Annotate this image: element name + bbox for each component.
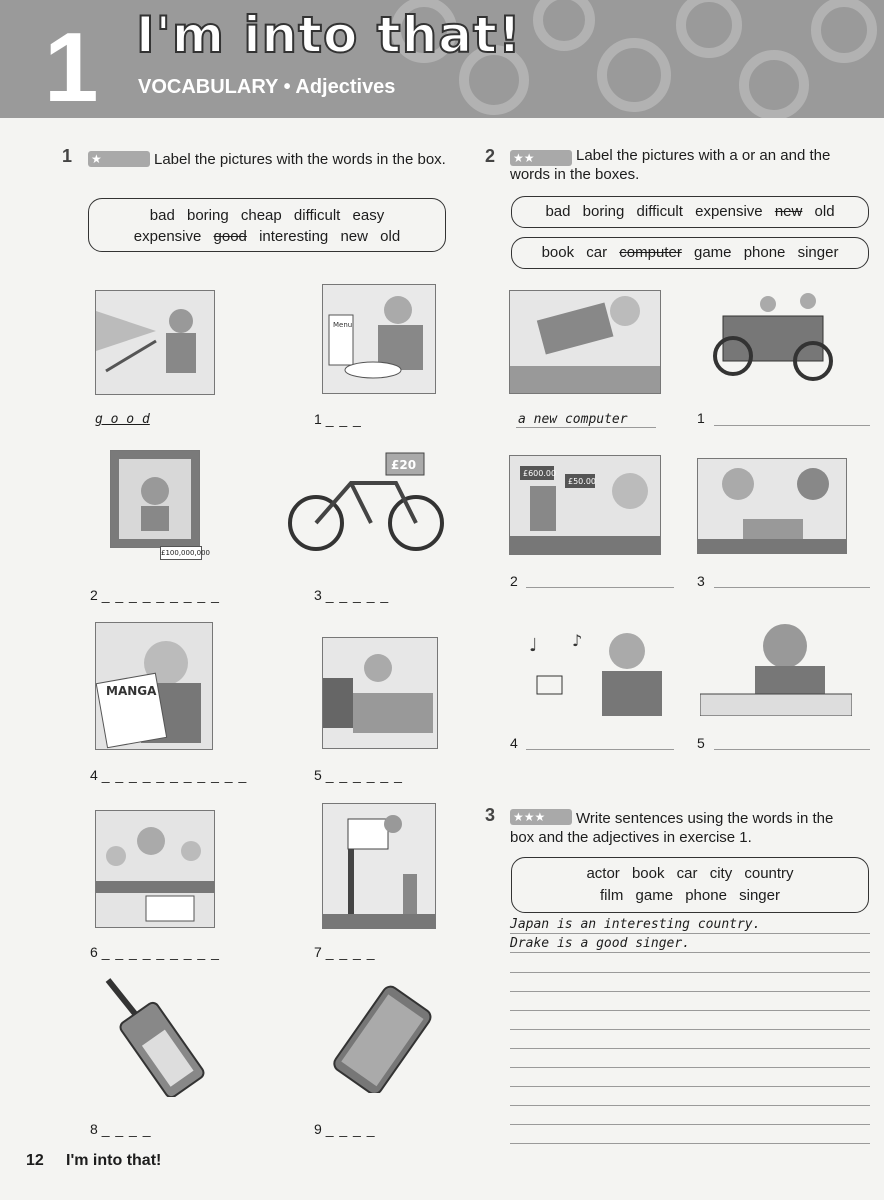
picture-reading-comic — [95, 622, 213, 750]
painting-price-tag: £100,000,000 — [160, 546, 202, 560]
exercise-1-number: 1 — [62, 146, 73, 166]
word: bad — [149, 207, 175, 224]
comic-title: MANGA — [106, 684, 157, 698]
writing-line[interactable] — [510, 991, 870, 992]
word: city — [709, 865, 733, 882]
picture-old-phone — [100, 975, 220, 1097]
picture-action-film — [95, 290, 215, 395]
picture-old-car — [708, 286, 844, 386]
word: singer — [739, 887, 780, 904]
ex2-item-1-number: 1 — [697, 410, 705, 426]
word: interesting — [259, 228, 329, 245]
example-sentence-1: Japan is an interesting country. — [510, 917, 761, 932]
exercise-2-word-box-adjectives — [511, 196, 869, 228]
word: bad — [545, 203, 571, 220]
picture-bad-food — [322, 284, 436, 394]
price-tag-1: £600.00 — [523, 469, 557, 478]
picture-painting — [110, 450, 200, 548]
ex1-item-4[interactable]: 4 _ _ _ _ _ _ _ _ _ _ _ — [90, 767, 248, 783]
writing-line[interactable] — [510, 1105, 870, 1106]
word: game — [635, 887, 674, 904]
writing-line — [510, 933, 870, 934]
word: game — [693, 244, 732, 261]
writing-line[interactable] — [510, 972, 870, 973]
word: expensive — [695, 203, 763, 220]
picture-exam — [95, 810, 215, 928]
ex2-item-2-number: 2 — [510, 573, 518, 589]
word: film — [600, 887, 624, 904]
word: phone — [685, 887, 727, 904]
exercise-3-word-box — [511, 857, 869, 913]
exercise-2-number: 2 — [485, 146, 496, 166]
picture-smartphone — [325, 985, 437, 1093]
word: boring — [187, 207, 229, 224]
exercise-2-instruction: Label the pictures with a or an and the words in the boxes. — [510, 147, 831, 183]
word: new — [340, 228, 368, 245]
writing-line[interactable] — [510, 1124, 870, 1125]
writing-line[interactable] — [510, 1086, 870, 1087]
writing-line[interactable] — [510, 1010, 870, 1011]
picture-chess-game — [697, 458, 847, 554]
writing-line[interactable] — [510, 1067, 870, 1068]
word: car — [676, 865, 698, 882]
word: difficult — [636, 203, 683, 220]
ex1-item-9[interactable]: 9 _ _ _ _ — [314, 1121, 376, 1137]
word: phone — [743, 244, 786, 261]
exercise-3-stars: ★★★ — [510, 809, 572, 825]
ex2-item-2-answer-line[interactable] — [526, 587, 674, 588]
price-tag-2: £50.00 — [568, 477, 596, 486]
ex1-item-3[interactable]: 3 _ _ _ _ _ — [314, 587, 390, 603]
exercise-3-instruction: Write sentences using the words in the box and the adjectives in exercise 1. — [510, 810, 834, 846]
picture-expensive-phone — [509, 455, 661, 555]
exercise-3-number: 3 — [485, 805, 496, 825]
word: singer — [797, 244, 839, 261]
ex2-item-3-answer-line[interactable] — [714, 587, 870, 588]
picture-basketball — [322, 803, 436, 929]
word-crossed-out: computer — [619, 244, 682, 261]
word: old — [814, 203, 835, 220]
writing-line[interactable] — [510, 1048, 870, 1049]
exercise-2-word-box-nouns — [511, 237, 869, 269]
ex2-item-4-answer-line[interactable] — [526, 749, 674, 750]
ex1-item-1[interactable]: 1 _ _ _ — [314, 411, 362, 427]
word-crossed-out: new — [774, 203, 803, 220]
answer-line — [516, 427, 656, 428]
word: cheap — [240, 207, 282, 224]
picture-new-computer — [509, 290, 661, 394]
word: difficult — [293, 207, 341, 224]
ex1-item-5[interactable]: 5 _ _ _ _ _ _ — [314, 767, 403, 783]
writing-line[interactable] — [510, 1143, 870, 1144]
writing-line[interactable] — [510, 1029, 870, 1030]
picture-bored-sofa — [322, 637, 438, 749]
ex2-item-1-answer-line[interactable] — [714, 425, 870, 426]
ex2-item-4-number: 4 — [510, 735, 518, 751]
footer-title: I'm into that! — [66, 1152, 162, 1169]
word: boring — [582, 203, 625, 220]
exercise-1-stars: ★ — [88, 151, 150, 167]
unit-number: 1 — [44, 12, 99, 118]
svg-text:♪: ♪ — [572, 631, 583, 650]
section-title: VOCABULARY • Adjectives — [138, 76, 396, 98]
page-number: 12 — [26, 1152, 44, 1169]
word: expensive — [133, 228, 202, 245]
ex2-item-5-number: 5 — [697, 735, 705, 751]
ex1-item-8[interactable]: 8 _ _ _ _ — [90, 1121, 152, 1137]
word: easy — [352, 207, 385, 224]
ex1-item-6[interactable]: 6 _ _ _ _ _ _ _ _ _ — [90, 944, 220, 960]
writing-line — [510, 952, 870, 953]
example-sentence-2: Drake is a good singer. — [510, 936, 691, 951]
word-crossed-out: good — [213, 228, 247, 245]
word: country — [744, 865, 794, 882]
ex2-item-5-answer-line[interactable] — [714, 749, 870, 750]
word: book — [541, 244, 575, 261]
word: book — [631, 865, 665, 882]
ex1-item-2[interactable]: 2 _ _ _ _ _ _ _ _ _ — [90, 587, 220, 603]
picture-difficult-book — [700, 616, 852, 716]
ex1-item-7[interactable]: 7 _ _ _ _ — [314, 944, 376, 960]
exercise-1-word-box — [88, 198, 446, 252]
word: actor — [586, 865, 620, 882]
ex2-example-answer: a new computer — [518, 412, 628, 427]
word: old — [380, 228, 401, 245]
bike-price-text: £20 — [391, 458, 417, 472]
exercise-2-stars: ★★ — [510, 150, 572, 166]
exercise-1-instruction: Label the pictures with the words in the box. — [154, 151, 446, 168]
ex1-example-answer: g o o d — [95, 412, 150, 427]
svg-text:♩: ♩ — [529, 635, 538, 656]
unit-title: I'm into that! — [136, 6, 522, 64]
word: car — [586, 244, 608, 261]
unit-header — [0, 0, 884, 118]
picture-singer — [527, 626, 665, 716]
menu-text: Menu — [333, 321, 353, 329]
picture-bicycle — [286, 448, 448, 554]
ex2-item-3-number: 3 — [697, 573, 705, 589]
